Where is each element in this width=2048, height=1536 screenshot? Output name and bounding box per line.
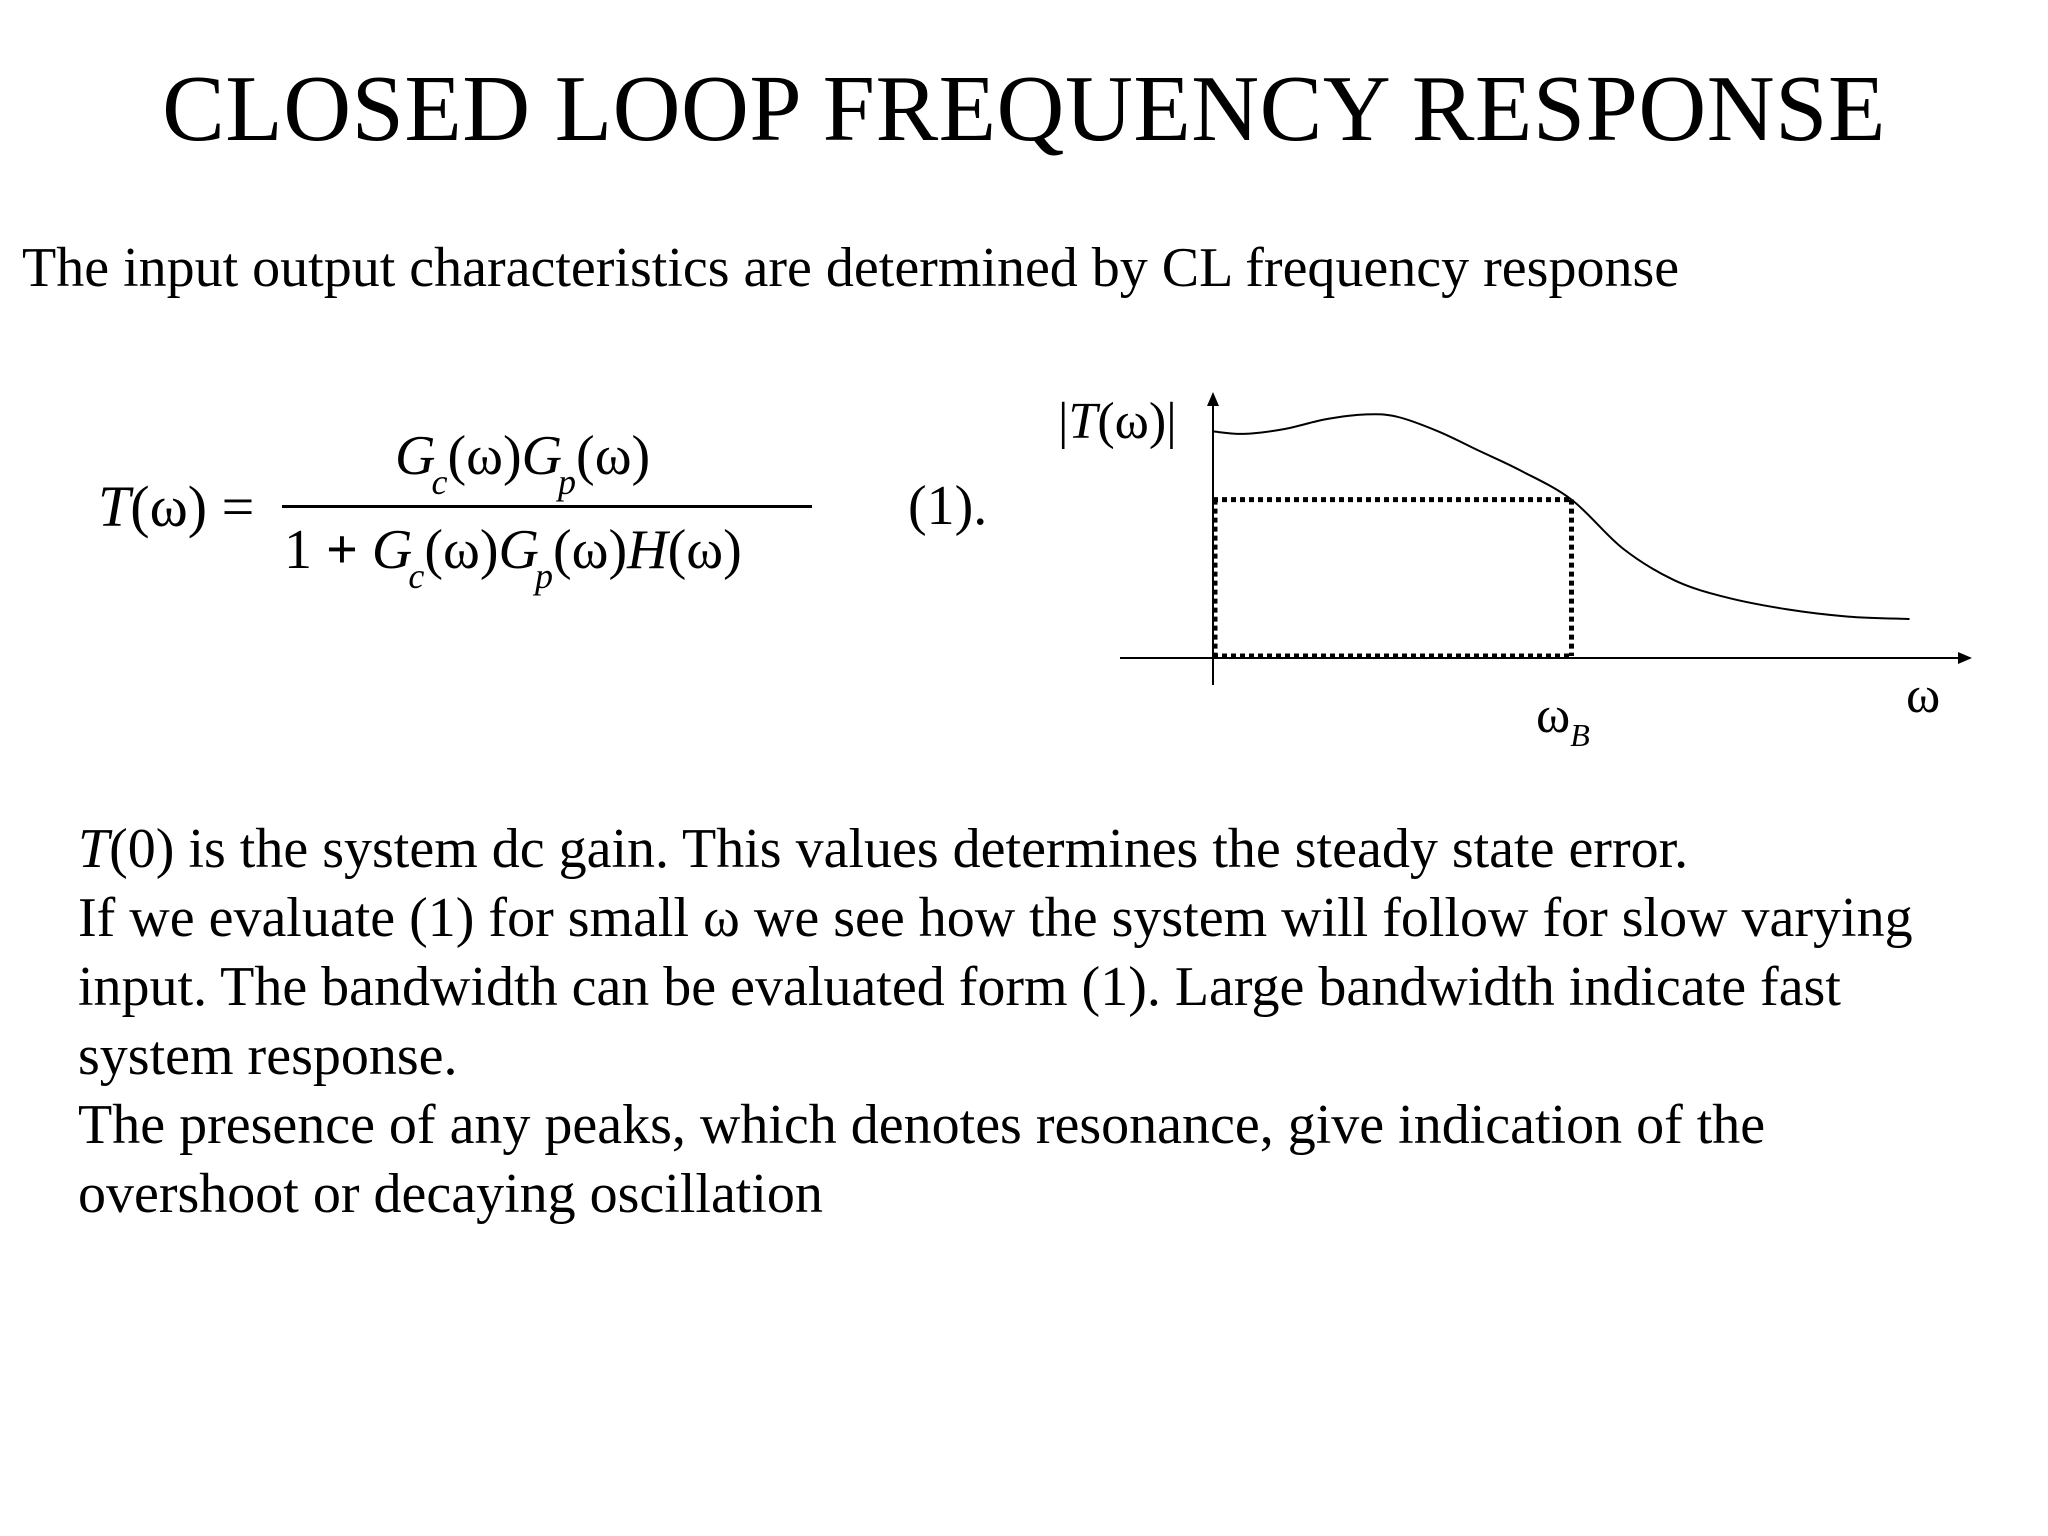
den-g2: G	[498, 519, 539, 581]
body-line-3: input. The bandwidth can be evaluated form (1). Large bandwidth indicate fast	[78, 956, 1841, 1018]
bandwidth-sub: B	[1570, 717, 1590, 753]
body-line-4: system response.	[78, 1025, 458, 1087]
y-label-suffix: (ω)|	[1097, 393, 1177, 450]
den-one: 1	[284, 519, 312, 581]
response-curve	[1213, 414, 1910, 619]
equation-number: (1).	[908, 475, 988, 537]
x-axis-label: ω	[1906, 667, 1941, 724]
chart-svg	[1040, 380, 1980, 760]
y-label-prefix: |	[1058, 393, 1069, 450]
y-label-symbol: T	[1068, 393, 1098, 450]
body-line-6: overshoot or decaying oscillation	[78, 1163, 823, 1225]
body-line-5: The presence of any peaks, which denotes resonance, give indication of the	[78, 1094, 1766, 1156]
den-h: H	[627, 519, 668, 581]
den-g2-sub: p	[534, 556, 553, 596]
bandwidth-label	[1536, 687, 1590, 753]
den-arg2: (ω)	[552, 519, 628, 581]
body-text	[78, 815, 2018, 1229]
num-g1-sub: c	[431, 462, 448, 502]
slide-title: CLOSED LOOP FREQUENCY RESPONSE	[162, 57, 1886, 161]
num-g2: G	[521, 425, 563, 487]
intro-text: The input output characteristics are determined by CL frequency response	[22, 237, 1680, 299]
lhs-symbol: T	[98, 474, 131, 539]
den-g1: G	[371, 519, 413, 581]
den-g1-sub: c	[408, 556, 425, 596]
y-axis-label	[1058, 393, 1177, 450]
num-g2-sub: p	[558, 462, 577, 502]
den-arg1: (ω)	[424, 519, 499, 581]
bandwidth-omega: ω	[1536, 687, 1571, 744]
body-line-1	[78, 815, 2018, 884]
den-arg3: (ω)	[667, 519, 742, 581]
num-arg2: (ω)	[576, 425, 651, 487]
equation-denominator	[284, 519, 742, 596]
num-g1: G	[395, 425, 436, 487]
fraction-bar	[282, 505, 812, 508]
body-line-1-rest: (0) is the system dc gain. This values determines the steady state error.	[109, 818, 1689, 880]
den-plus: +	[326, 519, 358, 581]
body-line-1-symbol: T	[78, 818, 110, 880]
equation-lhs	[98, 474, 255, 539]
lhs-arg: (ω) =	[130, 474, 255, 539]
frequency-response-chart	[1040, 380, 1980, 760]
equation-numerator	[395, 425, 651, 502]
num-arg1: (ω)	[447, 425, 522, 487]
body-line-2: If we evaluate (1) for small ω we see how the system will follow for slow varying	[78, 887, 1913, 949]
